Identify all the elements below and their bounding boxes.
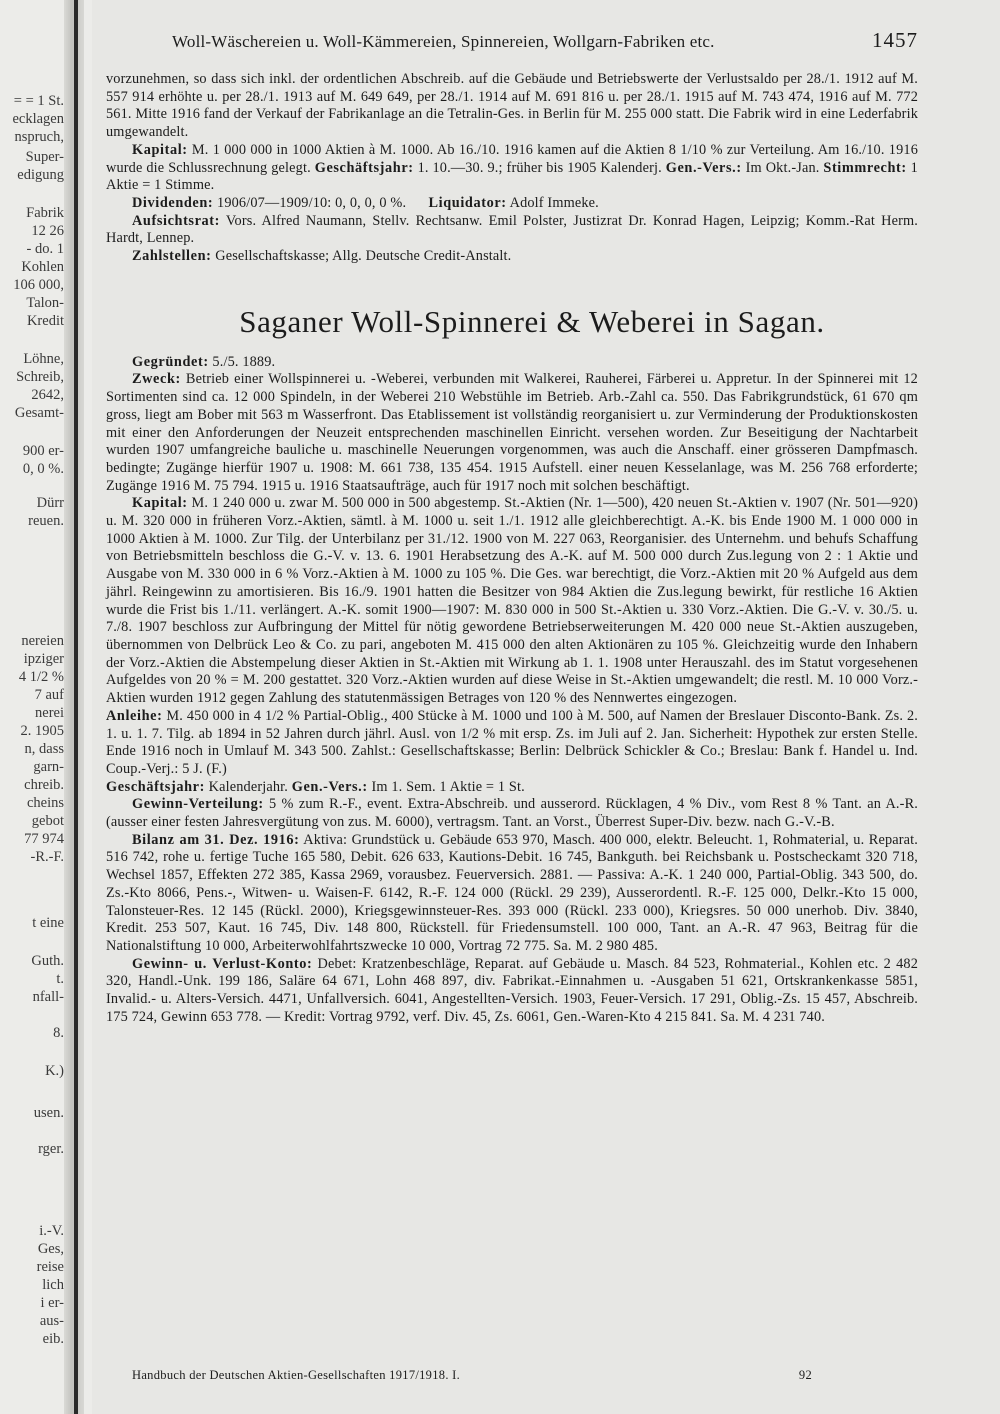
left-edge-fragment: 8. bbox=[53, 1025, 64, 1041]
prev-aufsichtsrat bbox=[106, 213, 918, 248]
previous-entry bbox=[106, 71, 918, 266]
prev-kapital-label: Kapital: bbox=[132, 141, 188, 158]
left-edge-fragment: Talon- bbox=[26, 295, 64, 311]
profit-distribution-label: Gewinn-Verteilung: bbox=[132, 796, 264, 813]
prev-gv-label: Gen.-Vers.: bbox=[665, 159, 742, 176]
left-edge-fragment: aus- bbox=[39, 1313, 64, 1329]
entry-loan bbox=[106, 708, 918, 779]
left-edge-fragment: i er- bbox=[40, 1295, 64, 1311]
profit-loss-text: Debet: Kratzenbeschläge, Reparat. auf Gebäude u. Masch. 84 523, Rohmaterial., Kohlen etc. 2 482 320, Handl.-Unk. 199 186, Saläre 64 671, Lohn 468 897, div. Fabrikat.-Einnahmen u. -Ausgaben 51 621, Ortskrankenkasse 5851, Invalid.- u. Alters-Versich. 4471, Unfallversich. 6041, Angestellten-Versich. 1903, Feuer-Versich. 17 291, Oblig.-Zs. 15 457, Abschreib. 175 724, Gewinn 653 778. — Kredit: Vortrag 9792, verf. Div. 45, Zs. 6061, Gen.-Waren-Kto 4 215 841. Sa. M. 4 231 740. bbox=[106, 955, 918, 1025]
capital-label: Kapital: bbox=[132, 495, 188, 512]
general-meeting-text: Im 1. Sem. 1 Aktie = 1 St. bbox=[371, 778, 525, 795]
left-edge-fragment: nerei bbox=[35, 705, 64, 721]
balance-sheet-text: Aktiva: Grundstück u. Gebäude 653 970, Masch. 400 000, elektr. Beleucht. 1, Rohmaterial, u. Reparat. 516 742, rohe u. fertige Tuche 165 580, Debit. 626 633, Kautions-Debit. 16 745, Bankguth. bei Reichsbank u. Postscheckamt 320 718, Wechsel 1857, Effekten 272 385, Kassa 2969, vorausbez. Feuerversich. 2881. — Passiva: A.-K. 1 240 000, Partial-Oblig. 343 500, do. Zs.-Kto 8066, Pens.-, Witwen- u. Waisen-F. 6142, R.-F. 124 000 (Rückl. 29 239), Ausserordentl. R.-F. 125 000, Delkr.-Kto 15 000, Talonsteuer-Res. 12 145 (Rückl. 2000), Kriegsgewinnsteuer-Res. 393 000 (Rückl. 233 000), Kriegsres. 50 000 unerhob. Div. 3840, Kredit. 253 507, Kaut. 16 745, Div. 148 800, Rückstell. für Friedensumstell. 100 000, Tant. an A.-R. 47 963, Beitrag für die Nationalstiftung 10 000, Arbeiterwohlfahrtszwecke 10 000, Vortrag 72 775. Sa. M. 2 980 485. bbox=[106, 831, 919, 954]
gutter-line bbox=[74, 0, 78, 1414]
loan-text: M. 450 000 in 4 1/2 % Partial-Oblig., 400 Stücke à M. 1000 und 100 à M. 500, auf Namen der Breslauer Disconto-Bank. Zs. 2. 1. u. 1. 7. Tilg. ab 1894 in 52 Jahren durch jährl. Ausl. von 1/2 % mit ersp. Zs. im Juli auf 2. Jan. Sicherheit: Hypothek zur ersten Stelle. Ende 1916 noch in Umlauf M. 343 500. Zahlst.: Gesellschaftskasse; Berlin: Delbrück Schickler & Co.; Breslau: Bank f. Handel u. Ind. Coup.-Verj.: 5 J. (F.) bbox=[106, 707, 918, 777]
purpose-label: Zweck: bbox=[132, 371, 181, 388]
page-number: 1457 bbox=[872, 28, 918, 52]
entry-profit-loss bbox=[106, 956, 918, 1027]
left-edge-fragment: 4 1/2 % bbox=[18, 669, 64, 685]
prev-entry-paragraph: vorzunehmen, so dass sich inkl. der ordentlichen Abschreib. auf die Gebäude und Betriebswerte der Verlustsaldo per 28./1. 1912 auf M. 557 914 erhöhte u. per 28./1. 1913 auf M. 649 649, per 28./1. 1914 auf M. 691 816 u. per 28./1. 1915 auf M. 743 474, 1916 auf M. 772 561. Mitte 1916 fand der Verkauf der Fabrikanlage an die Tetralin-Ges. in Berlin für M. 255 000 statt. Die Fabrik wird in eine Lederfabrik umgewandelt. bbox=[106, 71, 918, 141]
prev-stimm-text: 1 Aktie = 1 Stimme. bbox=[106, 159, 918, 194]
left-edge-fragment: Dürr bbox=[36, 495, 64, 511]
left-edge-fragment: 2. 1905 bbox=[20, 723, 64, 739]
left-edge-fragment: t. bbox=[56, 971, 64, 987]
left-edge-fragment: Fabrik bbox=[26, 205, 64, 221]
left-edge-fragment: -R.-F. bbox=[30, 849, 64, 865]
prev-gj-label: Geschäftsjahr: bbox=[314, 159, 414, 176]
left-edge-fragment: nereien bbox=[21, 633, 64, 649]
left-edge-fragment: Guth. bbox=[31, 953, 64, 969]
left-edge-fragment: i.-V. bbox=[39, 1223, 64, 1239]
running-title: Woll-Wäschereien u. Woll-Kämmereien, Spinnereien, Wollgarn-Fabriken etc. bbox=[172, 32, 715, 51]
fiscal-year-label: Geschäftsjahr: bbox=[106, 778, 205, 795]
left-edge-fragment: eib. bbox=[42, 1331, 64, 1347]
loan-label: Anleihe: bbox=[106, 707, 163, 724]
left-edge-fragment: edigung bbox=[17, 167, 64, 183]
left-edge-fragment: rger. bbox=[38, 1141, 64, 1157]
left-edge-fragment: Kredit bbox=[26, 313, 64, 329]
left-edge-fragment: K.) bbox=[45, 1063, 64, 1079]
prev-zahl-text: Gesellschaftskasse; Allg. Deutsche Credit-Anstalt. bbox=[215, 248, 512, 265]
left-edge-fragment: gebot bbox=[31, 813, 64, 829]
entry-purpose bbox=[106, 371, 918, 495]
entry-balance-sheet bbox=[106, 832, 918, 956]
prev-div-label: Dividenden: bbox=[132, 194, 214, 211]
entry-title: Saganer Woll-Spinnerei & Weberei in Sagan. bbox=[239, 303, 825, 339]
left-edge-fragment: 7 auf bbox=[34, 687, 64, 703]
prev-zahl-label: Zahlstellen: bbox=[132, 248, 212, 265]
prev-gj-text: 1. 10.—30. 9.; früher bis 1905 Kalenderj. bbox=[417, 159, 662, 176]
page-column bbox=[106, 28, 918, 1026]
prev-ar-label: Aufsichtsrat: bbox=[132, 212, 221, 229]
running-header bbox=[172, 28, 918, 53]
left-edge-fragment: n, dass bbox=[24, 741, 64, 757]
page-footer bbox=[132, 1368, 812, 1383]
capital-text: M. 1 240 000 u. zwar M. 500 000 in 500 abgestemp. St.-Aktien (Nr. 1—500), 420 neuen St.-Aktien v. 1907 (Nr. 501—920) u. M. 320 000 in früheren Vorz.-Aktien, sämtl. à M. 1000 u. seit 1./1. 1912 alle gleichberechtigt. A.-K. bis Ende 1900 M. 1 000 000 in 1000 Aktien à M. 1000. Zur Tilg. der Unterbilanz per 31./12. 1900 von M. 227 063, Reorganisier. des Unternehm. und behufs Schaffung von Betriebsmitteln beschloss die G.-V. v. 13. 6. 1901 Herabsetzung des A.-K. auf M. 500 000 durch Zus.legung von 2 : 1 Aktie und Ausgabe von M. 330 000 in 6 % Vorz.-Aktien à M. 1000 zu 105 %. Die Ges. war berechtigt, die Vorz.-Aktien mit 20 % Aufgeld aus dem jährl. Reingewinn zu amortisieren. Bis 16./9. 1901 hatten die Besitzer von 984 Aktien die Zus.legung bewirkt, für restliche 16 Aktien wurde die Frist bis 1./11. verlängert. A.-K. somit 1900—1907: M. 830 000 in 500 St.-Aktien u. 330 Vorz.-Aktien. Die G.-V. v. 30./5. u. 7./8. 1907 beschloss zur Aufbringung der Mittel für nötig gewordene Betriebserweiterungen M. 420 000 neue St.-Aktien auszugeben, übernommen von Delbrück Leo & Co. zu pari, angeboten M. 415 000 den alten Aktionären zu 105 %. Gleichzeitig wurde den Inhabern der Vorz.-Aktien die Abstempelung dieser Aktien in St.-Aktien mit Wirkung ab 1. 1. 1908 unter Herauszahl. des im Statut vorgesehenen Aufgeldes von 20 % = M. 200 gestattet. 320 Vorz.-Aktien wurden auf diese Weise in St.-Aktien umgewandelt; die restl. M. 10 000 Vorz.-Aktien wurden 1912 gegen Zahlung des statutenmässigen Betrages von 120 % des Nennwertes eingezogen. bbox=[106, 495, 918, 707]
left-edge-fragment: ipziger bbox=[23, 651, 64, 667]
left-edge-fragment: Löhne, bbox=[23, 351, 64, 367]
entry-founded bbox=[106, 354, 918, 372]
prev-stimm-label: Stimmrecht: bbox=[823, 159, 907, 176]
left-edge-fragment: reise bbox=[36, 1259, 64, 1275]
purpose-text: Betrieb einer Wollspinnerei u. -Weberei, verbunden mit Walkerei, Rauherei, Färberei u. Appretur. In der Spinnerei mit 12 Sortimenten sind ca. 12 000 Spindeln, in der Weberei 210 Webstühle im Betrieb. Arb.-Zahl ca. 550. Das Fabrikgrundstück, 61 670 qm gross, liegt am Bober mit 563 m Wasserfront. Das Etablissement ist vollständig reorganisiert u. zur Verminderung der Produktionskosten mit einer den Anforderungen der Neuzeit entsprechenden maschinellen Einricht. versehen worden. Zur Beseitigung der Nachtarbeit wurden 1907 umfangreiche bauliche u. maschinelle Neuerungen vorgenommen, was auch die Anschaff. einer grösseren Dampfmasch. bedingte; Zugänge hierfür 1907 u. 1908: M. 661 738, 135 454. 1915 Aufstell. einer neuen Kesselanlage, was M. 256 768 erforderte; Zugänge 1916 M. 75 794. 1915 u. 1916 Staatsaufträge, auch für 1917 noch mit solchen beschäftigt. bbox=[106, 371, 918, 494]
footer-book-title: Handbuch der Deutschen Aktien-Gesellschaften 1917/1918. I. bbox=[132, 1368, 461, 1382]
left-edge-fragment: nspruch, bbox=[14, 129, 64, 145]
left-edge-fragment: Gesamt- bbox=[14, 405, 64, 421]
left-edge-fragment: 77 974 bbox=[24, 831, 64, 847]
left-edge-fragment: 2642, bbox=[31, 387, 64, 403]
left-edge-fragment: chreib. bbox=[24, 777, 64, 793]
prev-div-text: 1906/07—1909/10: 0, 0, 0, 0 %. bbox=[217, 194, 407, 211]
balance-sheet-label: Bilanz am 31. Dez. 1916: bbox=[132, 831, 300, 848]
left-edge-fragment: Kohlen bbox=[21, 259, 64, 275]
left-edge-fragment: 106 000, bbox=[13, 277, 64, 293]
entry-profit-distribution bbox=[106, 796, 918, 831]
entry-capital bbox=[106, 495, 918, 707]
left-edge-fragment: 0, 0 %. bbox=[22, 461, 64, 477]
founded-text: 5./5. 1889. bbox=[212, 353, 276, 370]
prev-ar-text: Vors. Alfred Naumann, Stellv. Rechtsanw. Emil Polster, Justizrat Dr. Konrad Hagen, Leipzig; Komm.-Rat Herm. Hardt, Lennep. bbox=[106, 212, 918, 247]
entry-fiscal-year bbox=[106, 779, 918, 797]
prev-kapital bbox=[106, 142, 918, 195]
general-meeting-label: Gen.-Vers.: bbox=[291, 778, 368, 795]
left-edge-fragment: garn- bbox=[33, 759, 64, 775]
prev-liq-label: Liquidator: bbox=[428, 194, 507, 211]
left-edge-fragment: reuen. bbox=[28, 513, 64, 529]
left-edge-fragment: 900 er- bbox=[22, 443, 64, 459]
prev-zahlstellen bbox=[106, 248, 918, 266]
left-edge-fragment: t eine bbox=[32, 915, 64, 931]
profit-loss-label: Gewinn- u. Verlust-Konto: bbox=[132, 955, 313, 972]
prev-gv-text: Im Okt.-Jan. bbox=[745, 159, 820, 176]
prev-dividends bbox=[106, 195, 918, 213]
founded-label: Gegründet: bbox=[132, 353, 209, 370]
left-edge-fragment: Schreib, bbox=[16, 369, 64, 385]
fiscal-year-text: Kalenderjahr. bbox=[208, 778, 289, 795]
left-edge-fragment: usen. bbox=[33, 1105, 64, 1121]
entry-body bbox=[106, 354, 918, 1027]
profit-distribution-text: 5 % zum R.-F., event. Extra-Abschreib. und ausserord. Rücklagen, 4 % Div., vom Rest 8 % Tant. an A.-R. (ausser einer festen Jahresvergütung von zus. M. 6000), vertragsm. Tant. an Vorst., Überrest Super-Div. bezw. nach G.-V.-B. bbox=[106, 796, 918, 831]
left-edge-fragment: = = 1 St. bbox=[13, 93, 64, 109]
left-edge-fragment: cheins bbox=[26, 795, 64, 811]
left-edge-fragment: - do. 1 bbox=[26, 241, 64, 257]
left-edge-fragment: Super- bbox=[25, 149, 64, 165]
left-edge-fragment: Ges, bbox=[37, 1241, 64, 1257]
prev-liq-text: Adolf Immeke. bbox=[509, 194, 599, 211]
left-edge-fragment: ecklagen bbox=[12, 111, 64, 127]
left-edge-fragment: 12 26 bbox=[31, 223, 64, 239]
left-edge-fragment: lich bbox=[42, 1277, 64, 1293]
footer-sheet-number: 92 bbox=[798, 1368, 812, 1382]
prev-kapital-text: M. 1 000 000 in 1000 Aktien à M. 1000. Ab 16./10. 1916 kamen auf die Aktien 8 1/10 % zur Verteilung. Am 16./10. 1916 wurde die Schlussrechnung gelegt. bbox=[106, 141, 918, 176]
left-edge-fragment: nfall- bbox=[32, 989, 64, 1005]
